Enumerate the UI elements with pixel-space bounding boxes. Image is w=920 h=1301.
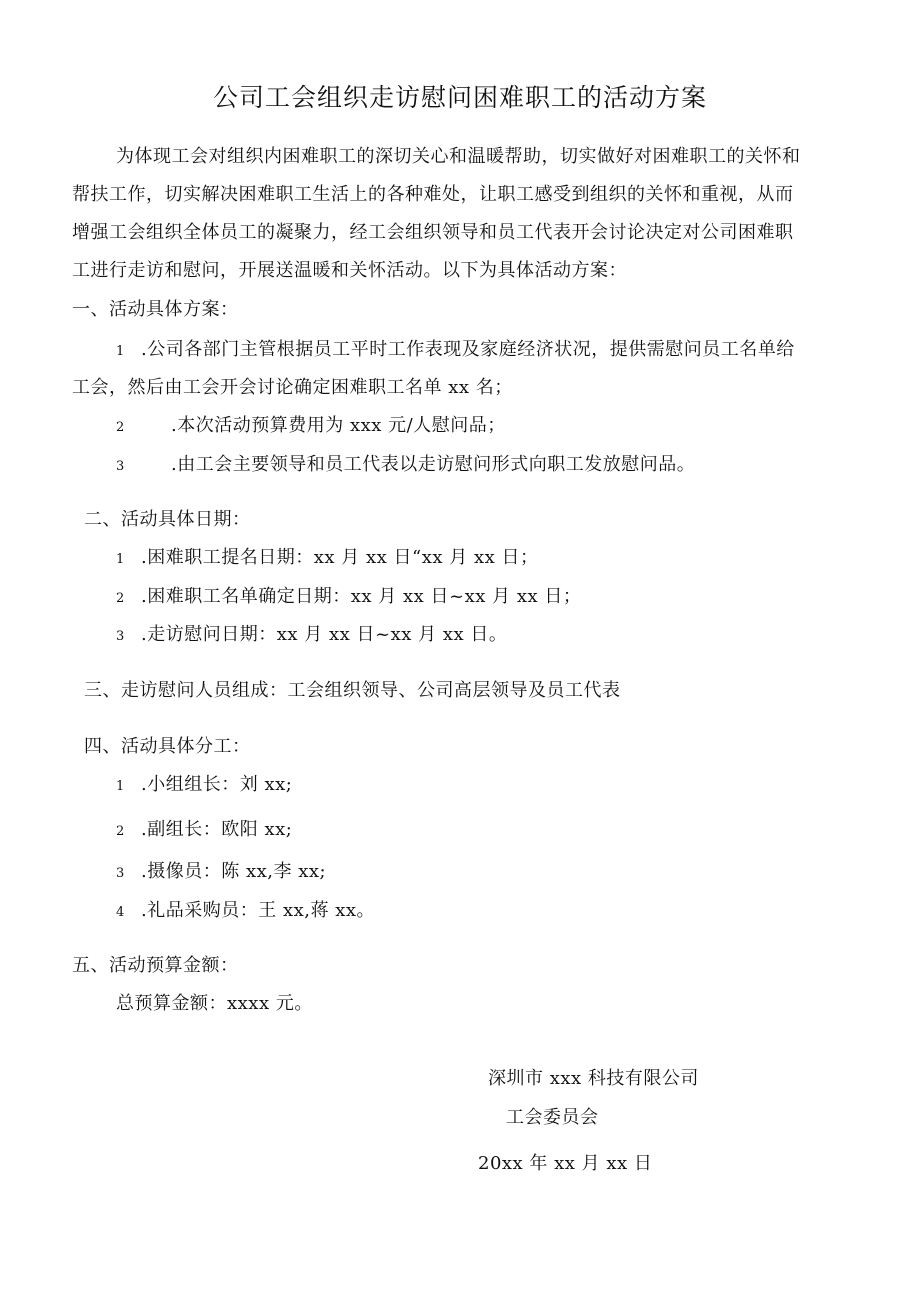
section-4-item-2 <box>116 818 292 844</box>
section-1-item-3 <box>116 453 695 479</box>
intro-line-2: 帮扶工作，切实解决困难职工生活上的各种难处，让职工感受到组织的关怀和重视，从而 <box>72 184 794 205</box>
item-text: .本次活动预算费用为 xxx 元/人慰问品； <box>171 415 506 436</box>
item-number: 3 <box>116 629 125 644</box>
item-number: 2 <box>116 591 125 606</box>
item-text: .困难职工名单确定日期：xx 月 xx 日~xx 月 xx 日； <box>141 586 582 607</box>
section-2-heading: 二、活动具体日期： <box>84 509 251 530</box>
item-text: .走访慰问日期：xx 月 xx 日~xx 月 xx 日。 <box>141 624 508 645</box>
item-text: .礼品采购员：王 xx,蒋 xx。 <box>141 900 376 921</box>
signature-committee: 工会委员会 <box>506 1107 599 1128</box>
item-text: .困难职工提名日期：xx 月 xx 日“xx 月 xx 日； <box>141 547 539 568</box>
total-budget: 总预算金额：xxxx 元。 <box>116 993 313 1014</box>
intro-line-3: 增强工会组织全体员工的凝聚力，经工会组织领导和员工代表开会讨论决定对公司困难职 <box>72 222 794 243</box>
section-2-item-2 <box>116 585 581 611</box>
item-number: 4 <box>116 905 125 920</box>
intro-line-1: 为体现工会对组织内困难职工的深切关心和温暖帮助，切实做好对困难职工的关怀和 <box>116 146 801 167</box>
item-number: 1 <box>116 552 125 567</box>
item-number: 2 <box>116 420 125 435</box>
item-number: 3 <box>116 459 125 474</box>
item-text: .由工会主要领导和员工代表以走访慰问形式向职工发放慰问品。 <box>171 454 696 475</box>
intro-line-4: 工进行走访和慰问，开展送温暖和关怀活动。以下为具体活动方案： <box>72 260 627 281</box>
section-1-item-2 <box>116 414 506 440</box>
document-title: 公司工会组织走访慰问困难职工的活动方案 <box>212 83 707 112</box>
section-2-item-3 <box>116 623 507 649</box>
signature-company: 深圳市 xxx 科技有限公司 <box>488 1068 699 1089</box>
item-number: 1 <box>116 779 125 794</box>
section-3-heading: 三、走访慰问人员组成：工会组织领导、公司高层领导及员工代表 <box>84 680 621 701</box>
signature-date: 20xx 年 xx 月 xx 日 <box>478 1153 653 1174</box>
item-text: .小组组长：刘 xx; <box>141 774 293 795</box>
section-1-item-1-cont: 工会，然后由工会开会讨论确定困难职工名单 xx 名； <box>72 377 513 398</box>
item-text: .公司各部门主管根据员工平时工作表现及家庭经济状况，提供需慰问员工名单给 <box>141 339 795 360</box>
item-text: .摄像员：陈 xx,李 xx; <box>141 861 327 882</box>
section-2-item-1 <box>116 546 538 572</box>
section-4-item-3 <box>116 860 326 886</box>
item-number: 2 <box>116 824 125 839</box>
section-1-heading: 一、活动具体方案： <box>72 299 239 320</box>
section-1-item-1 <box>116 338 795 364</box>
section-5-heading: 五、活动预算金额： <box>72 955 239 976</box>
section-4-item-4 <box>116 899 375 925</box>
item-number: 1 <box>116 344 125 359</box>
section-4-heading: 四、活动具体分工： <box>84 736 251 757</box>
section-4-item-1 <box>116 773 292 799</box>
item-text: .副组长：欧阳 xx; <box>141 819 293 840</box>
item-number: 3 <box>116 866 125 881</box>
